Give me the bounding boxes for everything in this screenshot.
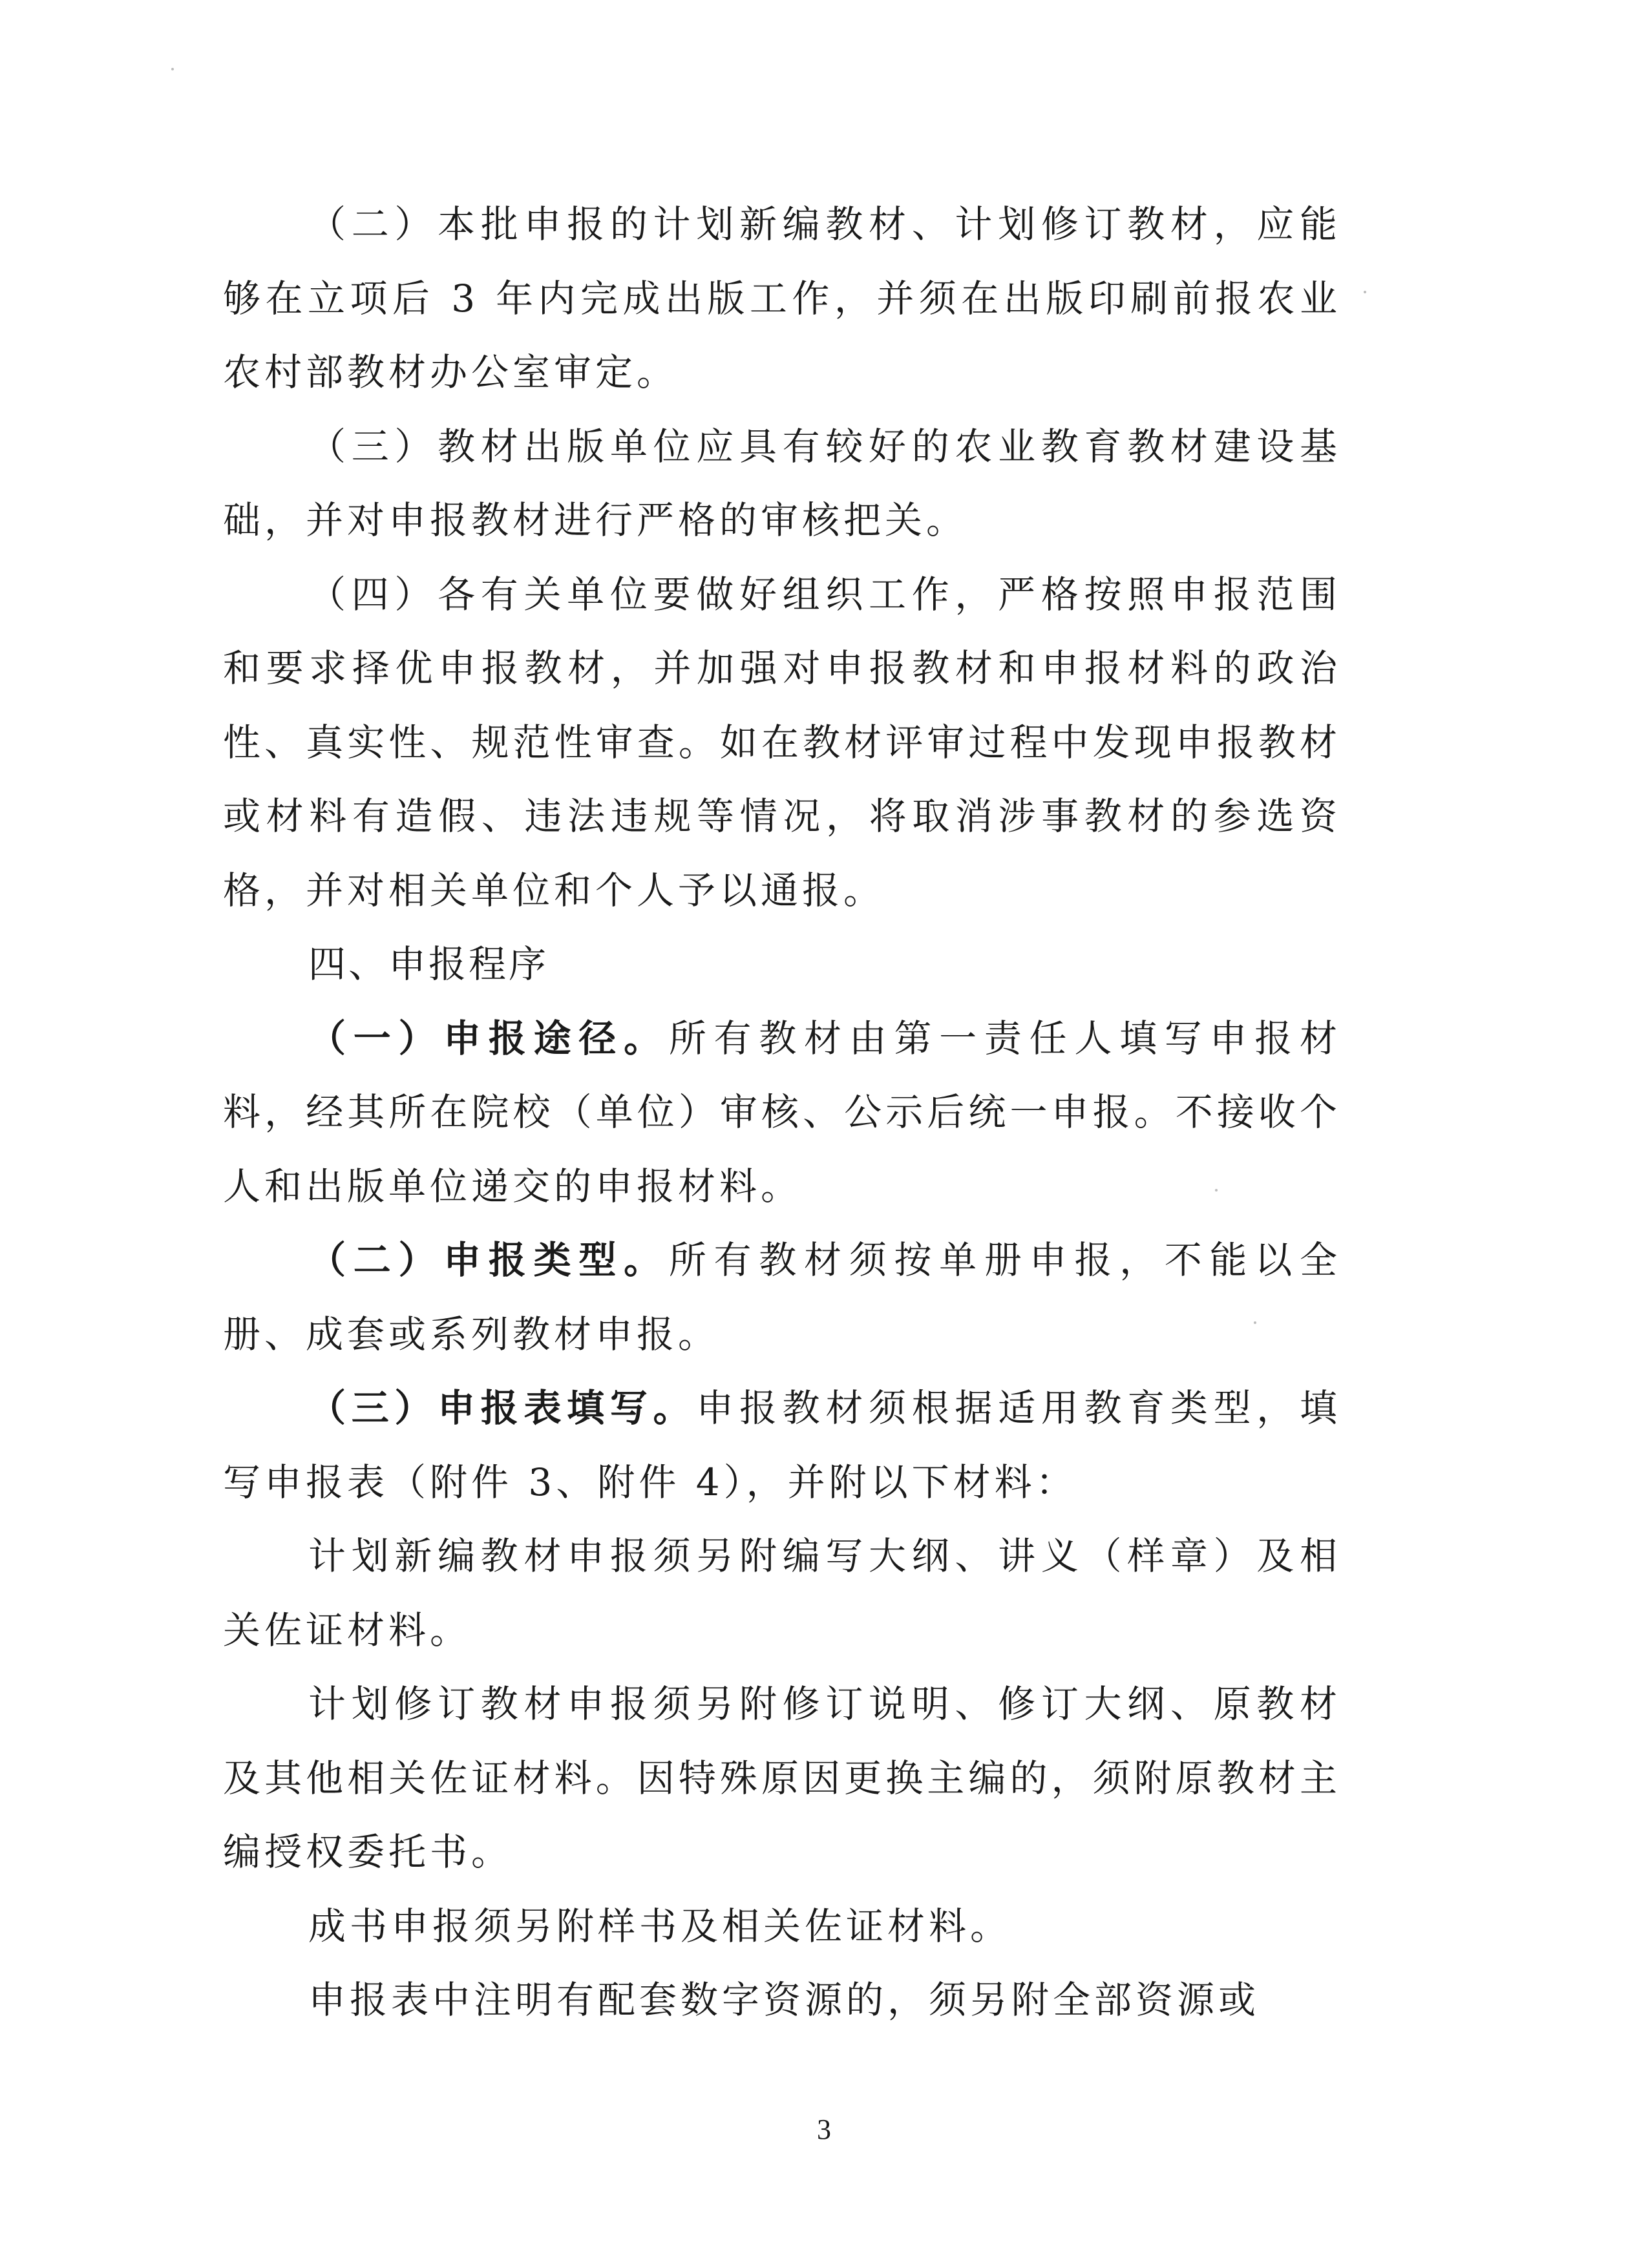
item-lead: （二）申报类型。 bbox=[308, 1238, 669, 1282]
section-heading: 四、申报程序 bbox=[308, 942, 549, 986]
paragraph-text: （二）本批申报的计划新编教材、计划修订教材，应能够在立项后 3 年内完成出版工作，并须在出版印刷前报农业农村部教材办公室审定。 bbox=[223, 202, 1341, 394]
paragraph-2 bbox=[223, 187, 1341, 410]
scan-speck bbox=[1254, 1321, 1256, 1324]
item-lead: （一）申报途径。 bbox=[308, 1016, 669, 1060]
procedure-item-2 bbox=[223, 1223, 1341, 1371]
scan-speck bbox=[1215, 1189, 1218, 1192]
item-text: 申报教材须根据适用教育类型，填写申报表（附件 3、附件 4），并附以下材料： bbox=[223, 1386, 1341, 1504]
paragraph-text: （三）教材出版单位应具有较好的农业教育教材建设基础，并对申报教材进行严格的审核把关。 bbox=[223, 424, 1341, 542]
scan-speck bbox=[171, 68, 174, 70]
paragraph-4 bbox=[223, 558, 1341, 928]
paragraph-3 bbox=[223, 410, 1341, 558]
new-textbook-requirements bbox=[223, 1519, 1341, 1667]
scan-speck bbox=[1364, 291, 1366, 293]
item-text: 所有教材由第一责任人填写申报材料，经其所在院校（单位）审核、公示后统一申报。不接收个人和出版单位递交的申报材料。 bbox=[223, 1016, 1341, 1208]
paragraph-text: 申报表中注明有配套数字资源的，须另附全部资源或 bbox=[308, 1978, 1260, 2022]
item-text: 所有教材须按单册申报，不能以全册、成套或系列教材申报。 bbox=[223, 1238, 1341, 1356]
paragraph-text: 成书申报须另附样书及相关佐证材料。 bbox=[308, 1904, 1012, 1948]
paragraph-text: （四）各有关单位要做好组织工作，严格按照申报范围和要求择优申报教材，并加强对申报教材和申报材料的政治性、真实性、规范性审查。如在教材评审过程中发现申报教材或材料有造假、违法违规等情况，将取消涉事教材的参选资格，并对相关单位和个人予以通报。 bbox=[223, 572, 1341, 912]
finished-book-requirements bbox=[223, 1889, 1341, 1964]
procedure-item-1 bbox=[223, 1002, 1341, 1224]
procedure-item-3 bbox=[223, 1371, 1341, 1519]
paragraph-text: 计划新编教材申报须另附编写大纲、讲义（样章）及相关佐证材料。 bbox=[223, 1534, 1341, 1652]
page-number: 3 bbox=[817, 2114, 831, 2145]
revised-textbook-requirements bbox=[223, 1667, 1341, 1889]
digital-resource-requirements bbox=[223, 1963, 1341, 2037]
paragraph-text: 计划修订教材申报须另附修订说明、修订大纲、原教材及其他相关佐证材料。因特殊原因更换主编的，须附原教材主编授权委托书。 bbox=[223, 1682, 1341, 1874]
item-lead: （三）申报表填写。 bbox=[308, 1386, 697, 1430]
document-body bbox=[223, 187, 1341, 2037]
